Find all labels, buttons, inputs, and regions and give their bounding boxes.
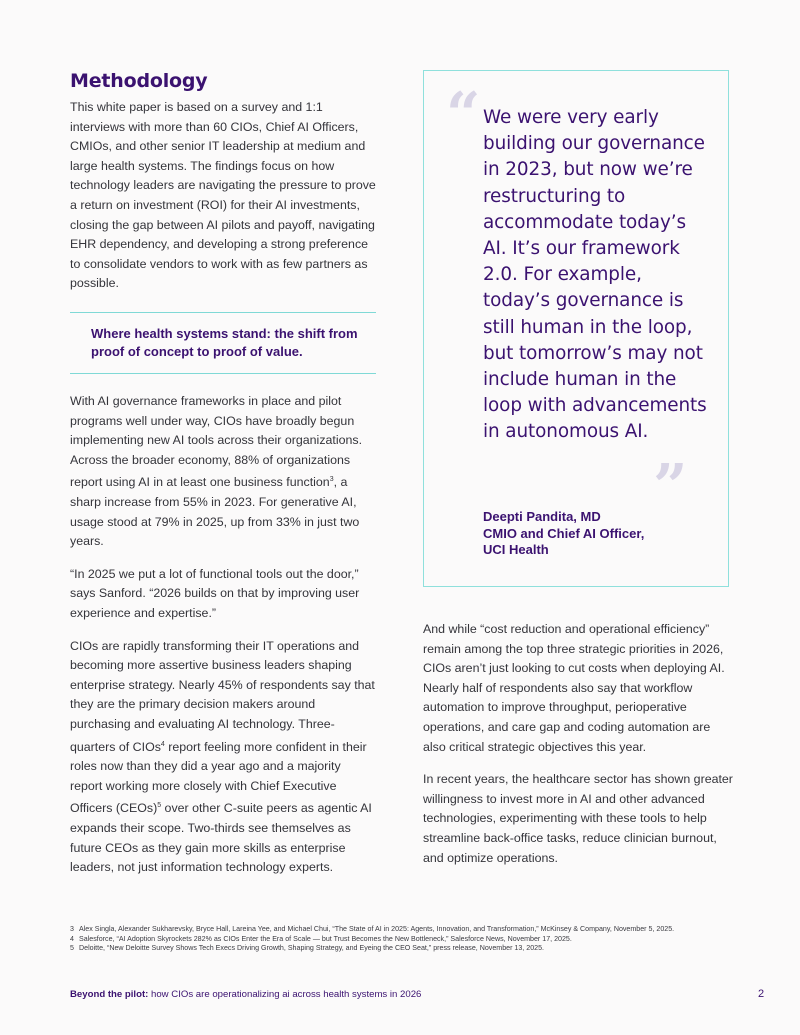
author-org: UCI Health (483, 542, 549, 557)
text-run: With AI governance frameworks in place and pilot programs well under way, CIOs have broadly begun implementing new AI tools across their organizations. Across the broader economy, 88% of organizations report using AI in at least one business function (70, 393, 363, 490)
footnote-text: Deloitte, “New Deloitte Survey Shows Tech Execs Driving Growth, Shaping Strategy, and Eyeing the CEO Seat,” press release, November 13, 2025. (79, 944, 544, 953)
footnote (70, 944, 710, 954)
footnote-ref: 3 (329, 476, 334, 484)
text-run: , a sharp increase from 55% in 2023. For generative AI, usage stood at 79% in 2025, up from 33% in just two years. (70, 475, 360, 549)
methodology-paragraph: This white paper is based on a survey and 1:1 interviews with more than 60 CIOs, Chief AI Officers, CMIOs, and other senior IT leadership at medium and large health systems. The findings focus on how technology leaders are navigating the pressure to prove a return on investment (ROI) for their AI investments, closing the gap between AI pilots and payoff, navigating EHR dependency, and developing a strong preference to consolidate vendors to work with as few partners as possible. (70, 100, 376, 291)
footnote-number: 5 (70, 944, 74, 953)
page-number: 2 (758, 988, 765, 1000)
right-paragraph-2: In recent years, the healthcare sector has shown greater willingness to invest more in AI and other advanced technologies, experimenting with these tools to help streamline back-office tasks, reduce clinician burnout, and optimize operations. (423, 772, 733, 865)
close-quote-icon: ” (653, 452, 688, 522)
footnote-number: 3 (70, 925, 74, 933)
footnote (70, 935, 710, 945)
pull-quote-box (423, 70, 729, 587)
footnote (70, 925, 710, 935)
footnote-text: Salesforce, “AI Adoption Skyrockets 282% as CIOs Enter the Era of Scale — but Trust Becomes the New Bottleneck,” Salesforce News, November 17, 2025. (79, 934, 572, 943)
footnote-text: Alex Singla, Alexander Sukharevsky, Bryce Hall, Lareina Yee, and Michael Chui, “The State of AI in 2025: Agents, Innovation, and Transformation,” McKinsey & Company, November 5, 2025. (79, 925, 675, 933)
text-run: over other C-suite peers as agentic AI expands their scope. Two-thirds see themselves as future CEOs as they gain more skills as enterprise leaders, not just information technology experts. (70, 801, 372, 875)
callout-text: Where health systems stand: the shift from proof of concept to proof of value. (91, 325, 358, 360)
open-quote-icon: “ (446, 80, 481, 150)
footnotes (70, 925, 710, 954)
body-paragraph-2: “In 2025 we put a lot of functional tools out the door,” says Sanford. “2026 builds on that by improving user experience and expertise.” (70, 566, 360, 620)
pull-quote-text: We were very early building our governance in 2023, but now we’re restructuring to accommodate today’s AI. It’s our framework 2.0. For example, today’s governance is still human in the loop, but tomorrow’s may not include human in the loop with advancements in autonomous AI. (483, 107, 707, 443)
footer-title: how CIOs are operationalizing ai across health systems in 2026 (148, 989, 422, 1000)
footnote-ref: 4 (160, 740, 165, 748)
section-callout (70, 312, 376, 374)
page-footer (70, 989, 421, 1000)
body-paragraph-3 (70, 637, 376, 878)
right-paragraph-1: And while “cost reduction and operational efficiency” remain among the top three strategic priorities in 2026, CIOs aren’t just looking to cut costs when deploying AI. Nearly half of respondents also say that workflow automation to improve throughput, perioperative operations, and care gap and coding automation are also critical strategic objectives this year. (423, 622, 725, 754)
right-column (423, 620, 733, 868)
author-title: CMIO and Chief AI Officer, (483, 525, 645, 541)
footnote-ref: 5 (157, 802, 162, 810)
body-paragraph-1 (70, 392, 376, 552)
left-column (70, 70, 376, 878)
author-name: Deepti Pandita, MD (483, 509, 601, 524)
methodology-heading: Methodology (70, 70, 208, 92)
text-run: CIOs are rapidly transforming their IT operations and becoming more assertive business leaders shaping enterprise strategy. Nearly 45% of respondents say that they are the primary decision makers around purchasing and evaluating AI technology. Three-quarters of CIOs (70, 638, 375, 754)
footer-bold: Beyond the pilot: (70, 989, 149, 1000)
text-run: report feeling more confident in their roles now than they did a year ago and a majority report working more closely with Chief Executive Officers (CEOs) (70, 739, 367, 816)
quote-attribution (483, 509, 713, 559)
footnote-number: 4 (70, 934, 74, 943)
